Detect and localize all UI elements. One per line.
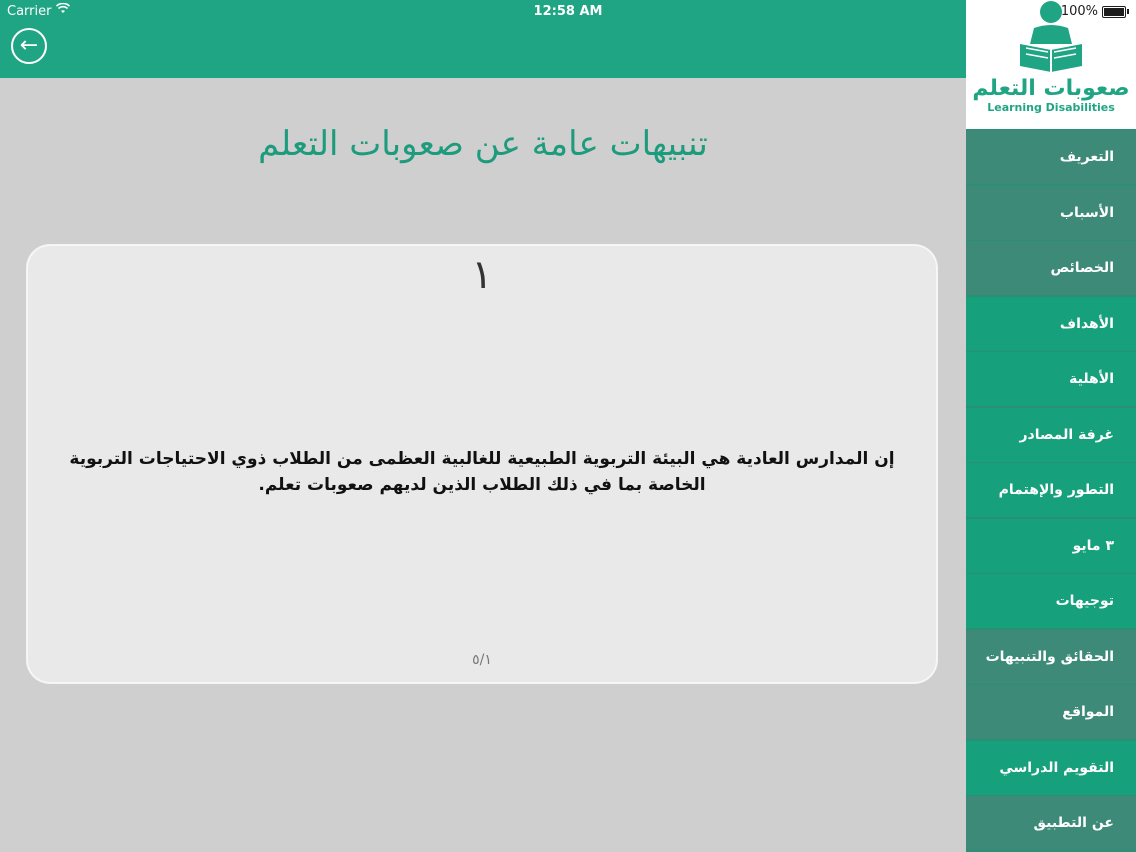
sidebar-item-guidance[interactable]: توجيهات — [966, 574, 1136, 628]
sidebar-item-facts-alerts[interactable]: الحقائق والتنبيهات — [966, 630, 1136, 684]
sidebar-item-goals[interactable]: الأهداف — [966, 297, 1136, 351]
sidebar-item-may-3[interactable]: ٣ مايو — [966, 519, 1136, 573]
main-area — [0, 78, 966, 852]
sidebar-item-causes[interactable]: الأسباب — [966, 186, 1136, 240]
sidebar-item-about-app[interactable]: عن التطبيق — [966, 796, 1136, 850]
content-card[interactable] — [28, 246, 936, 682]
battery-nub — [1127, 9, 1129, 14]
status-bar — [0, 0, 1136, 24]
page-indicator: ٥/١ — [472, 652, 492, 668]
logo-subtitle: Learning Disabilities — [987, 101, 1115, 114]
sidebar-item-eligibility[interactable]: الأهلية — [966, 352, 1136, 406]
carrier-label: Carrier — [7, 4, 52, 19]
sidebar-item-definition[interactable]: التعريف — [966, 130, 1136, 184]
clock: 12:58 AM — [533, 4, 603, 19]
battery-percent: 100% — [1060, 4, 1098, 19]
sidebar-item-characteristics[interactable]: الخصائص — [966, 241, 1136, 295]
sidebar-item-academic-calendar[interactable]: التقويم الدراسي — [966, 741, 1136, 795]
back-button[interactable] — [11, 28, 47, 64]
back-arrow-icon: ← — [19, 33, 39, 58]
sidebar-item-resource-room[interactable]: غرفة المصادر — [966, 408, 1136, 462]
card-number: ١ — [471, 252, 493, 298]
card-text: إن المدارس العادية هي البيئة التربوية الطبيعية للغالبية العظمى من الطلاب ذوي الاحتياجات التربوية الخاصة بما في ذلك الطلاب الذين لديهم صعوبات تعلم. — [69, 449, 895, 495]
logo-title: صعوبات التعلم — [972, 76, 1130, 101]
sidebar — [966, 0, 1136, 852]
battery-icon — [1102, 6, 1126, 18]
sidebar-menu — [966, 130, 1136, 852]
sidebar-item-development[interactable]: التطور والإهتمام — [966, 463, 1136, 517]
page-title: تنبيهات عامة عن صعوبات التعلم — [258, 124, 708, 164]
sidebar-item-websites[interactable]: المواقع — [966, 685, 1136, 739]
